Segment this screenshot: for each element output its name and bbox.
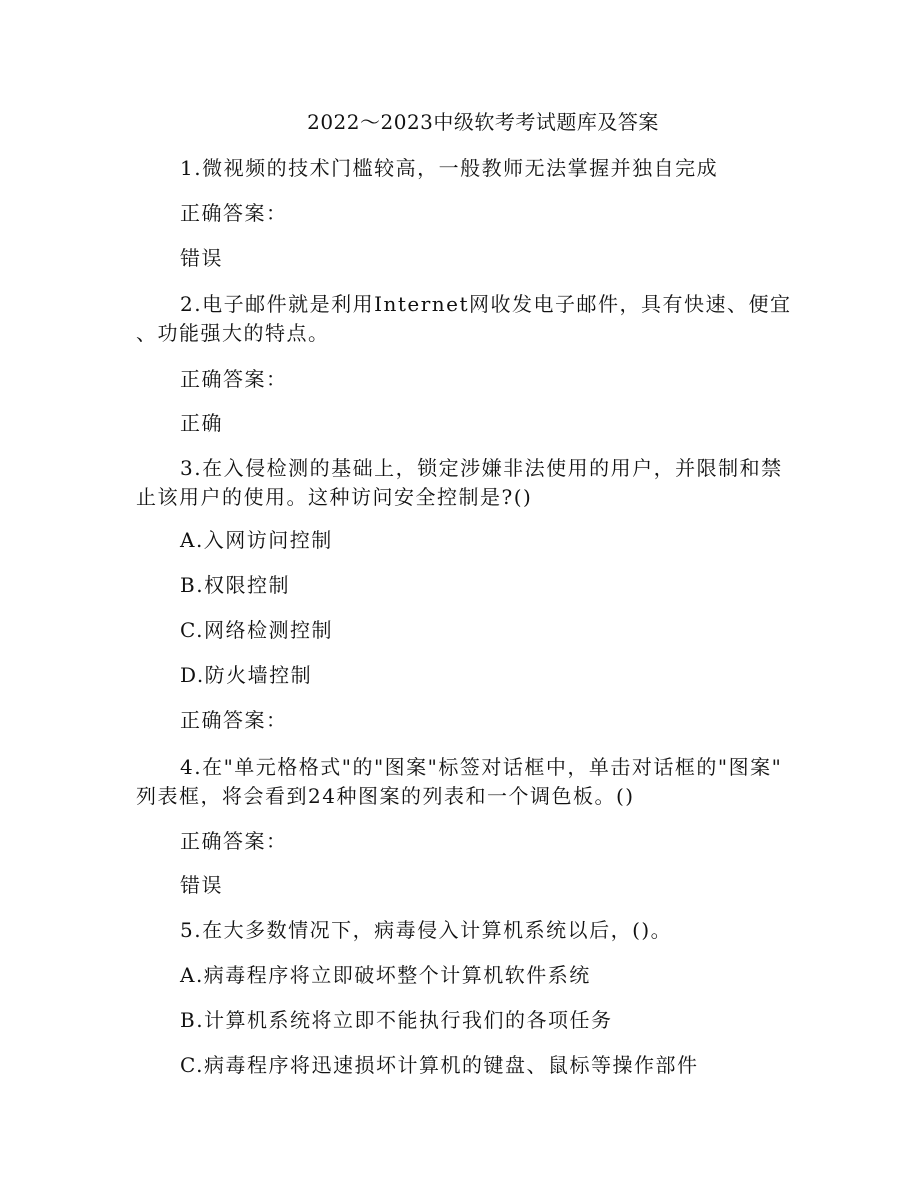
option-b: B.计算机系统将立即不能执行我们的各项任务 bbox=[180, 1008, 613, 1032]
question-2-text: 2.电子邮件就是利用Internet网收发电子邮件，具有快速、便宜 bbox=[180, 292, 792, 316]
option-d: D.防火墙控制 bbox=[180, 663, 313, 687]
answer-value: 正确 bbox=[180, 411, 223, 435]
answer-label: 正确答案： bbox=[180, 708, 288, 732]
question-1-text: 1.微视频的技术门槛较高，一般教师无法掌握并独自完成 bbox=[180, 156, 719, 180]
question-3-text: 3.在入侵检测的基础上，锁定涉嫌非法使用的用户，并限制和禁 bbox=[180, 456, 783, 480]
option-a: A.入网访问控制 bbox=[180, 528, 333, 552]
option-a: A.病毒程序将立即破坏整个计算机软件系统 bbox=[180, 963, 591, 987]
answer-label: 正确答案： bbox=[180, 829, 288, 853]
answer-value: 错误 bbox=[180, 246, 223, 270]
option-c: C.病毒程序将迅速损坏计算机的键盘、鼠标等操作部件 bbox=[180, 1053, 699, 1077]
answer-label: 正确答案： bbox=[180, 367, 288, 391]
question-2-text-continued: 、功能强大的特点。 bbox=[136, 321, 330, 345]
question-4-text: 4.在"单元格格式"的"图案"标签对话框中，单击对话框的"图案" bbox=[180, 755, 783, 779]
question-3-text-continued: 止该用户的使用。这种访问安全控制是?() bbox=[136, 485, 533, 509]
question-4-text-continued: 列表框，将会看到24种图案的列表和一个调色板。() bbox=[136, 784, 635, 808]
option-b: B.权限控制 bbox=[180, 573, 291, 597]
question-5-text: 5.在大多数情况下，病毒侵入计算机系统以后，()。 bbox=[180, 918, 673, 942]
answer-label: 正确答案： bbox=[180, 201, 288, 225]
option-c: C.网络检测控制 bbox=[180, 618, 333, 642]
document-title: 2022～2023中级软考考试题库及答案 bbox=[307, 110, 659, 134]
answer-value: 错误 bbox=[180, 873, 223, 897]
